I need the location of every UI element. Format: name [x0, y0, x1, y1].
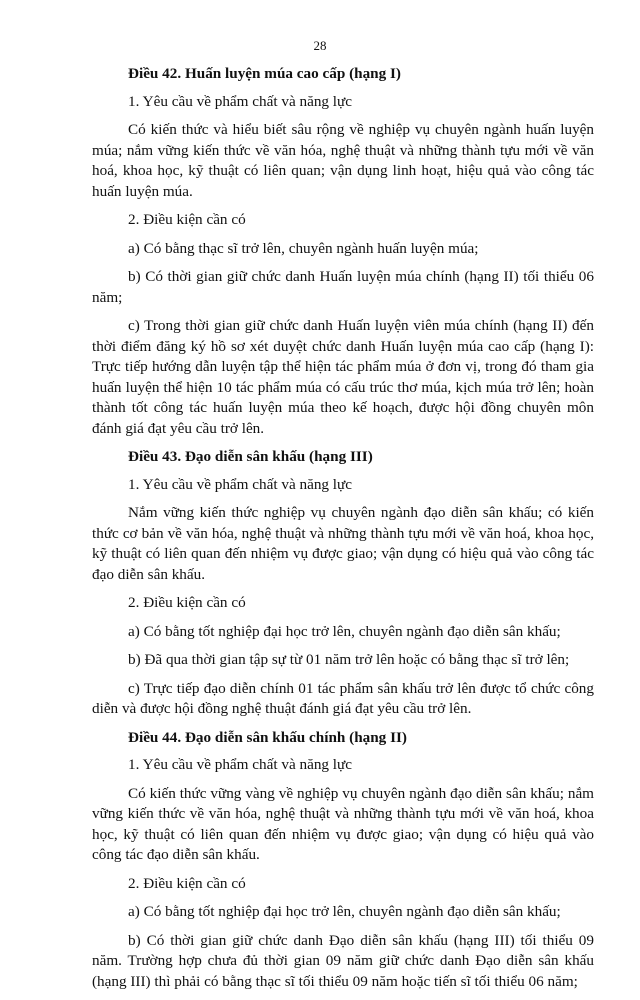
paragraph: a) Có bằng tốt nghiệp đại học trở lên, chuyên ngành đạo diễn sân khấu;	[128, 903, 561, 920]
article-heading: Điều 43. Đạo diễn sân khấu (hạng III)	[128, 448, 373, 465]
paragraph: a) Có bằng thạc sĩ trở lên, chuyên ngành huấn luyện múa;	[128, 239, 479, 257]
section-subheading: 1. Yêu cầu về phẩm chất và năng lực	[128, 92, 353, 110]
paragraph: b) Có thời gian giữ chức danh Huấn luyện múa chính (hạng II) tối thiểu 06 năm;	[92, 268, 594, 306]
section-subheading: 1. Yêu cầu về phẩm chất và năng lực	[128, 756, 353, 773]
paragraph: b) Có thời gian giữ chức danh Đạo diễn sân khấu (hạng III) tối thiểu 09 năm. Trường hợp chưa đủ thời gian 09 năm giữ chức danh Đạo diễn sân khấu (hạng III) thì phải có bằng thạc sĩ tối thiểu 09 năm hoặc tiến sĩ tối thiểu 06 năm;	[92, 931, 594, 990]
paragraph: c) Trong thời gian giữ chức danh Huấn luyện viên múa chính (hạng II) đến thời điểm đăng ký hồ sơ xét duyệt chức danh Huấn luyện múa cao cấp (hạng I): Trực tiếp hướng dẫn luyện tập thể hiện tác phẩm múa ở đơn vị, trong đó tham gia huấn luyện thể hiện 10 tác phẩm múa có cấu trúc thơ múa, kịch múa trở lên; hoàn thành tốt công tác huấn luyện múa theo kế hoạch, được hội đồng chuyên môn đánh giá đạt yêu cầu trở lên.	[92, 317, 594, 437]
paragraph: Có kiến thức vững vàng về nghiệp vụ chuyên ngành đạo diễn sân khấu; nắm vững kiến thức về văn hóa, nghệ thuật và những thành tựu mới về văn hoá, khoa học, kỹ thuật có liên quan đến nhiệm vụ được giao; vận dụng có hiệu quả vào công tác đạo diễn sân khấu.	[92, 784, 594, 863]
paragraph: c) Trực tiếp đạo diễn chính 01 tác phẩm sân khấu trở lên được tổ chức công diễn và được hội đồng nghệ thuật đánh giá đạt yêu cầu trở lên.	[92, 679, 594, 717]
paragraph: Có kiến thức và hiểu biết sâu rộng về nghiệp vụ chuyên ngành huấn luyện múa; nắm vững kiến thức về văn hóa, nghệ thuật và những thành tựu mới về văn hoá, khoa học, kỹ thuật có liên quan; vận dụng linh hoạt, hiệu quả vào công tác huấn luyện múa.	[92, 121, 594, 200]
paragraph: a) Có bằng tốt nghiệp đại học trở lên, chuyên ngành đạo diễn sân khấu;	[128, 622, 561, 640]
article-heading: Điều 42. Huấn luyện múa cao cấp (hạng I)	[128, 65, 401, 82]
page-number: 28	[313, 38, 327, 53]
article-heading: Điều 44. Đạo diễn sân khấu chính (hạng II)	[128, 728, 407, 746]
document-body	[92, 64, 594, 1000]
paragraph: b) Đã qua thời gian tập sự từ 01 năm trở lên hoặc có bằng thạc sĩ trở lên;	[128, 651, 570, 668]
section-subheading: 2. Điều kiện cần có	[128, 211, 246, 228]
section-subheading: 2. Điều kiện cần có	[128, 594, 246, 611]
section-subheading: 1. Yêu cầu về phẩm chất và năng lực	[128, 475, 353, 493]
paragraph: Nắm vững kiến thức nghiệp vụ chuyên ngành đạo diễn sân khấu; có kiến thức cơ bản về văn hóa, nghệ thuật và những thành tựu mới về văn hoá, khoa học, kỹ thuật có liên quan đến nhiệm vụ được giao; vận dụng có hiệu quả vào công tác đạo diễn sân khấu.	[92, 504, 594, 583]
section-subheading: 2. Điều kiện cần có	[128, 874, 246, 892]
